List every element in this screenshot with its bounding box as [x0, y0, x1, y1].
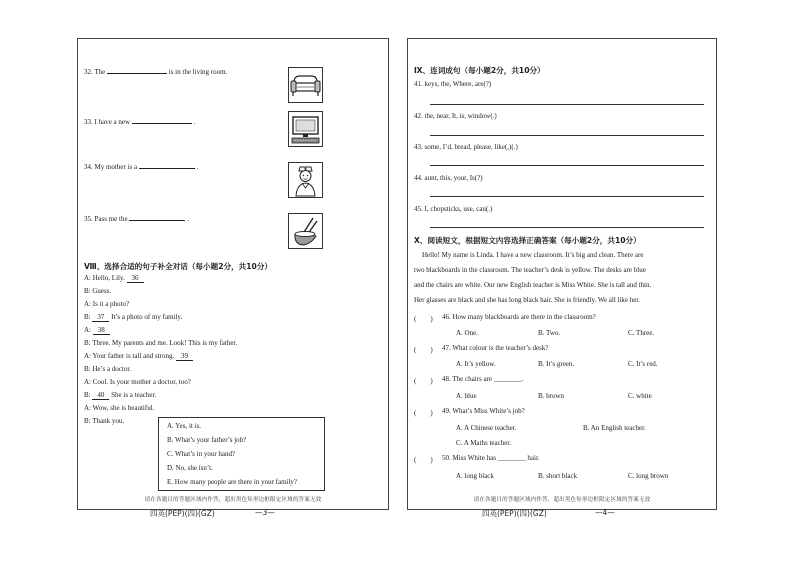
question-50-option-c: C. long brown	[628, 472, 669, 480]
answer-blank-36[interactable]: 36	[127, 275, 144, 283]
question-48-option-a: A. blue	[456, 392, 477, 400]
answer-blank-35[interactable]	[129, 214, 185, 221]
answer-paren-47[interactable]: ( )	[414, 346, 433, 354]
question-32	[84, 67, 227, 76]
computer-picture	[288, 111, 323, 147]
question-47-option-c: C. It’s red.	[628, 360, 658, 368]
dialogue-text: A: Hello, Lily.	[84, 274, 125, 282]
section-8-title: Ⅷ、选择合适的句子补全对话（每小题2分，共10分）	[84, 262, 273, 271]
dialogue-line: A: Cool. Is your mother a doctor, too?	[84, 378, 191, 386]
question-47-option-a: A. It’s yellow.	[456, 360, 496, 368]
question-43: 43. some, I’d, bread, please, like(,)(.)	[414, 143, 518, 151]
question-45: 45. I, chopsticks, use, can(.)	[414, 205, 493, 213]
question-35	[84, 214, 189, 223]
passage-line: Hello! My name is Linda. I have a new classroom. It’s big and clean. There are	[422, 251, 644, 259]
question-42: 42. the, near, It, is, window(.)	[414, 112, 497, 120]
question-49-option-a: A. A Chinese teacher.	[456, 424, 517, 432]
question-33	[84, 117, 195, 126]
dialogue-line: B: Three. My parents and me. Look! This is my father.	[84, 339, 238, 347]
question-46-option-b: B. Two.	[538, 329, 561, 337]
option-a: A. Yes, it is.	[167, 422, 202, 430]
question-34-text: 34. My mother is a	[84, 163, 138, 171]
question-50-option-b: B. short black	[538, 472, 578, 480]
answer-line-41[interactable]	[430, 104, 704, 105]
answer-line-45[interactable]	[430, 227, 704, 228]
question-50-stem: 50. Miss White has ________ hair.	[442, 454, 540, 462]
dialogue-text: B:	[84, 313, 91, 321]
question-35-text: 35. Pass me the	[84, 215, 128, 223]
right-answer-page	[407, 38, 717, 510]
dialogue-text: B:	[84, 391, 91, 399]
chopsticks-icon	[289, 214, 322, 248]
question-34-tail: .	[196, 163, 199, 171]
sofa-picture	[288, 67, 323, 103]
answer-paren-48[interactable]: ( )	[414, 377, 433, 385]
nurse-icon	[289, 163, 322, 197]
passage-line: and the chairs are white. Our new English teacher is Miss White. She is tall and thin.	[414, 281, 652, 289]
question-47-option-b: B. It’s green.	[538, 360, 575, 368]
dialogue-line	[84, 314, 182, 322]
answer-paren-46[interactable]: ( )	[414, 315, 433, 323]
dialogue-line: B: Guess.	[84, 287, 112, 295]
dialogue-text: A: Your father is tall and strong.	[84, 352, 175, 360]
chopsticks-bowl-picture	[288, 213, 323, 249]
dialogue-line: A: Is it a photo?	[84, 300, 130, 308]
question-46-stem: 46. How many blackboards are there in the classroom?	[442, 313, 596, 321]
question-33-tail: .	[193, 118, 196, 126]
option-e: E. How many people are there in your family?	[167, 478, 298, 486]
left-footer-code: 四英(PEP)(四)(GZ)	[150, 509, 215, 518]
answer-blank-38[interactable]: 38	[93, 327, 110, 335]
question-49-option-c: C. A Maths teacher.	[456, 439, 512, 447]
dialogue-line	[84, 275, 144, 283]
dialogue-line: A: Wow, she is beautiful.	[84, 404, 155, 412]
right-footer-banner: 请在各题目的答题区域内作答，超出黑色矩形边框限定区域的答案无效	[473, 497, 651, 503]
question-35-tail: .	[187, 215, 189, 223]
question-46-option-a: A. One.	[456, 329, 478, 337]
question-48-option-c: C. white	[628, 392, 652, 400]
left-answer-page	[77, 38, 389, 510]
answer-paren-50[interactable]: ( )	[414, 456, 433, 464]
answer-blank-40[interactable]: 40	[92, 392, 109, 400]
question-32-tail: is in the living room.	[168, 68, 228, 76]
question-41: 41. keys, the, Where, are(?)	[414, 80, 492, 88]
nurse-picture	[288, 162, 323, 198]
question-50-option-a: A. long black	[456, 472, 494, 480]
question-44: 44. aunt, this, your, Is(?)	[414, 174, 483, 182]
dialogue-line	[84, 392, 156, 400]
question-48-option-b: B. brown	[538, 392, 565, 400]
dialogue-line	[84, 353, 193, 361]
question-49-option-b: B. An English teacher.	[583, 424, 646, 432]
question-48-stem: 48. The chairs are ________.	[442, 375, 524, 383]
right-page-number: —4—	[595, 508, 615, 517]
answer-line-44[interactable]	[430, 196, 704, 197]
answer-blank-34[interactable]	[139, 162, 195, 169]
left-footer-banner: 请在各题目的答题区域内作答，超出黑色矩形边框限定区域的答案无效	[144, 497, 322, 503]
question-47-stem: 47. What colour is the teacher’s desk?	[442, 344, 549, 352]
answer-line-42[interactable]	[430, 135, 704, 136]
answer-blank-37[interactable]: 37	[92, 314, 109, 322]
question-32-text: 32. The	[84, 68, 106, 76]
option-d: D. No, she isn’t.	[167, 464, 213, 472]
right-footer-code: 四英(PEP)(四)(GZ)	[482, 509, 547, 518]
passage-line: two blackboards in the classroom. The teacher’s desk is yellow. The desks are blue	[414, 266, 646, 274]
question-34	[84, 162, 198, 171]
option-c: C. What’s in your hand?	[167, 450, 236, 458]
sofa-icon	[289, 68, 322, 102]
computer-icon	[289, 112, 322, 146]
option-b: B. What’s your father’s job?	[167, 436, 247, 444]
dialogue-text: It’s a photo of my family.	[111, 313, 183, 321]
question-49-stem: 49. What’s Miss White’s job?	[442, 407, 525, 415]
dialogue-line	[84, 327, 110, 335]
section-9-title: Ⅸ、连词成句（每小题2分，共10分）	[414, 66, 545, 75]
answer-blank-32[interactable]	[107, 67, 167, 74]
answer-blank-33[interactable]	[132, 117, 192, 124]
passage-line: Her glasses are black and she has long black hair. She is friendly. We all like her.	[414, 296, 641, 304]
dialogue-line: B: Thank you.	[84, 417, 125, 425]
answer-paren-49[interactable]: ( )	[414, 409, 433, 417]
dialogue-line: B: He’s a doctor.	[84, 365, 132, 373]
question-33-text: 33. I have a new	[84, 118, 131, 126]
answer-blank-39[interactable]: 39	[176, 353, 193, 361]
dialogue-text: She is a teacher.	[111, 391, 157, 399]
options-box	[158, 417, 325, 491]
dialogue-text: A:	[84, 326, 91, 334]
question-46-option-c: C. Three.	[628, 329, 655, 337]
answer-line-43[interactable]	[430, 165, 704, 166]
section-10-title: Ⅹ、阅读短文，根据短文内容选择正确答案（每小题2分，共10分）	[414, 236, 641, 245]
left-page-number: —3—	[255, 508, 275, 517]
